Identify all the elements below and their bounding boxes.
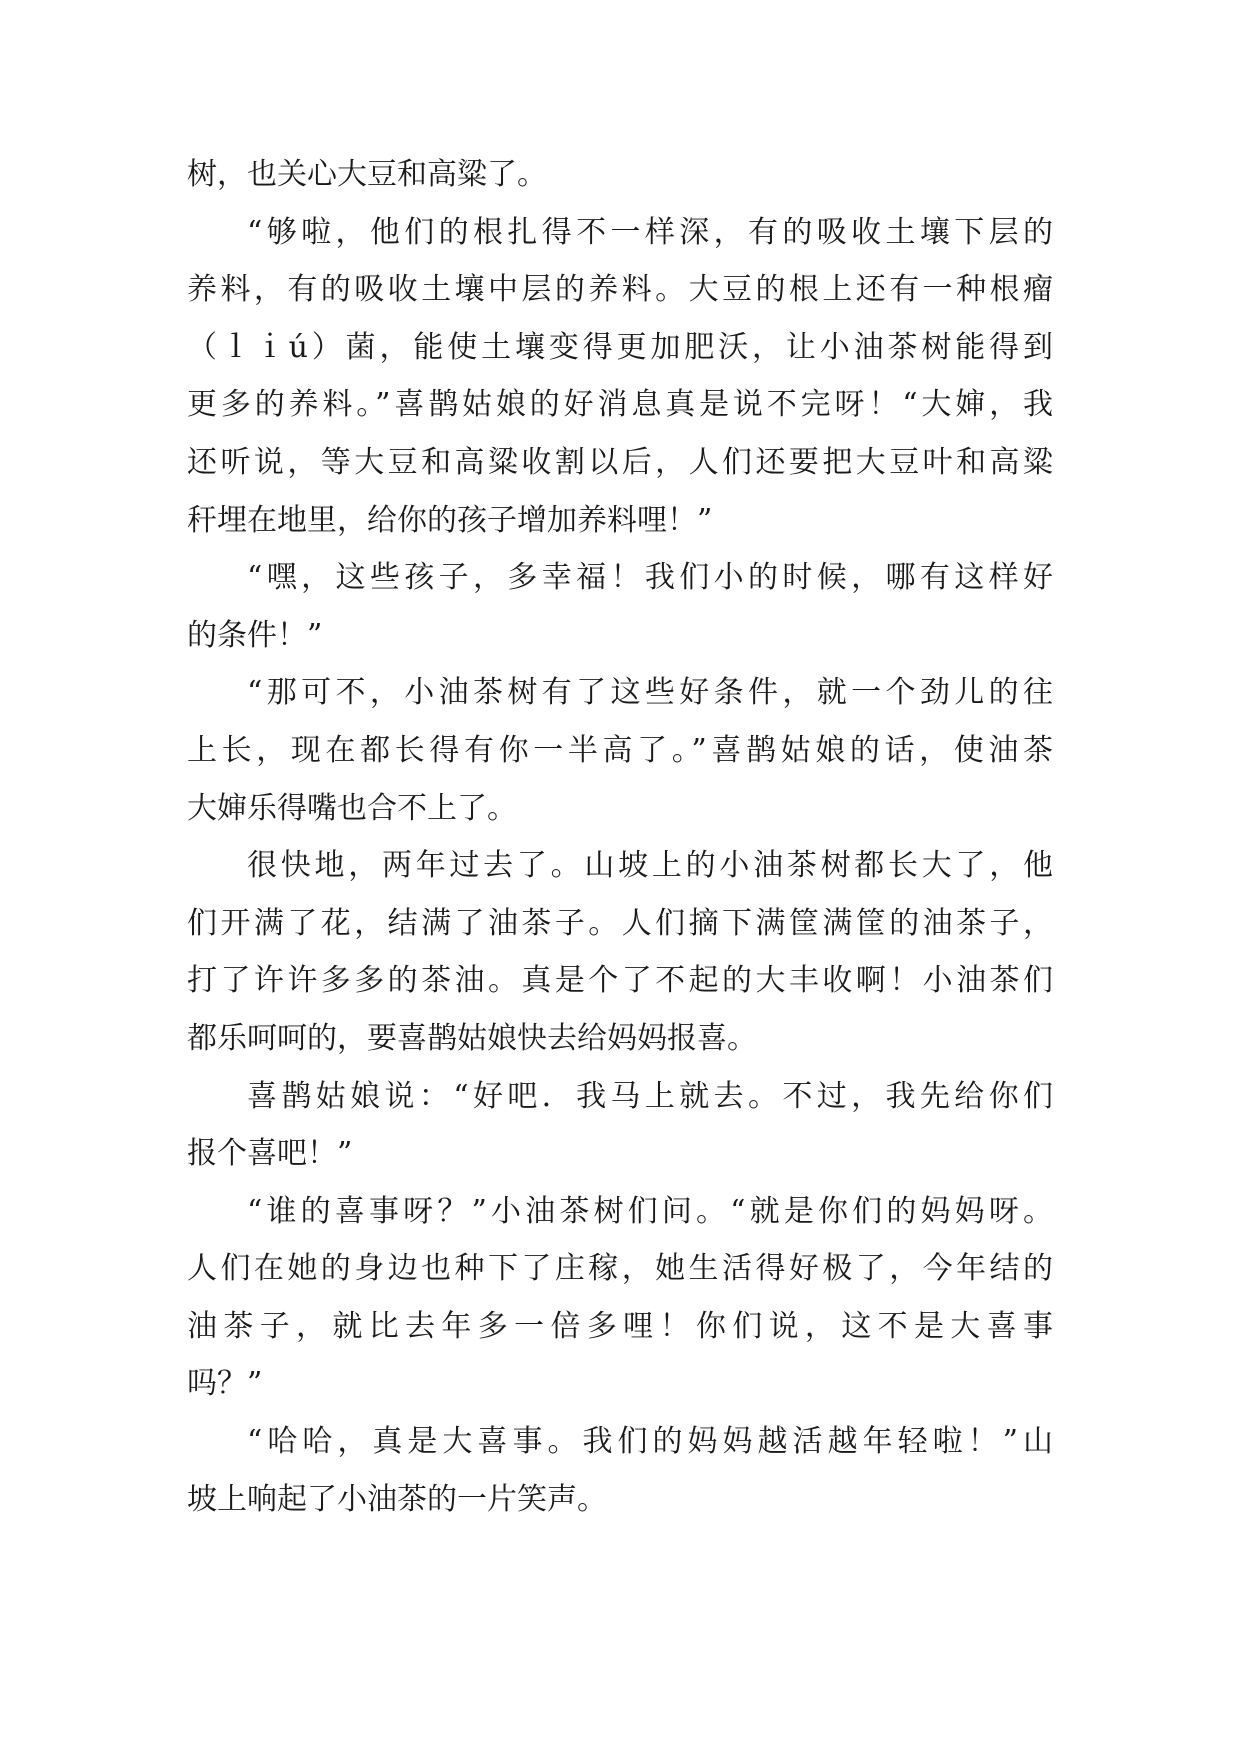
text-line: 打了许许多多的茶油。真是个了不起的大丰收啊！小油茶们 <box>187 963 1053 999</box>
text-line: 报个喜吧！” <box>187 1136 353 1172</box>
text-line: “哈哈，真是大喜事。我们的妈妈越活越年轻啦！”山 <box>247 1424 1053 1460</box>
text-line: “够啦，他们的根扎得不一样深，有的吸收土壤下层的 <box>247 214 1053 250</box>
text-line: 树，也关心大豆和高粱了。 <box>187 157 547 192</box>
text-line: 养料，有的吸收土壤中层的养料。大豆的根上还有一种根瘤 <box>187 272 1053 308</box>
text-line: （ｌｉú）菌，能使土壤变得更加肥沃，让小油茶树能得到 <box>187 329 1053 365</box>
text-line: 人们在她的身边也种下了庄稼，她生活得好极了，今年结的 <box>187 1251 1053 1287</box>
text-line: 都乐呵呵的，要喜鹊姑娘快去给妈妈报喜。 <box>187 1020 757 1056</box>
text-line: 的条件！” <box>187 617 323 653</box>
text-line: 还听说，等大豆和高粱收割以后，人们还要把大豆叶和高粱 <box>187 444 1053 480</box>
text-line: 油茶子，就比去年多一倍多哩！你们说，这不是大喜事 <box>187 1308 1053 1344</box>
text-line: 们开满了花，结满了油茶子。人们摘下满筐满筐的油茶子， <box>187 905 1053 941</box>
text-line: 吗？” <box>187 1366 263 1402</box>
text-line: 秆埋在地里，给你的孩子增加养料哩！” <box>187 502 713 538</box>
text-line: 上长，现在都长得有你一半高了。”喜鹊姑娘的话，使油茶 <box>187 732 1053 768</box>
text-line: 坡上响起了小油茶的一片笑声。 <box>187 1481 607 1517</box>
text-line: “谁的喜事呀？”小油茶树们问。“就是你们的妈妈呀。 <box>247 1193 1053 1229</box>
text-line: 很快地，两年过去了。山坡上的小油茶树都长大了，他 <box>247 848 1053 884</box>
text-line: “那可不，小油茶树有了这些好条件，就一个劲儿的往 <box>247 675 1053 711</box>
text-line: “嘿，这些孩子，多幸福！我们小的时候，哪有这样好 <box>247 560 1053 596</box>
text-line: 喜鹊姑娘说：“好吧．我马上就去。不过，我先给你们 <box>247 1078 1053 1114</box>
text-line: 大婶乐得嘴也合不上了。 <box>187 790 517 826</box>
story-text <box>187 146 1053 1528</box>
text-line: 更多的养料。”喜鹊姑娘的好消息真是说不完呀！“大婶，我 <box>187 387 1053 423</box>
